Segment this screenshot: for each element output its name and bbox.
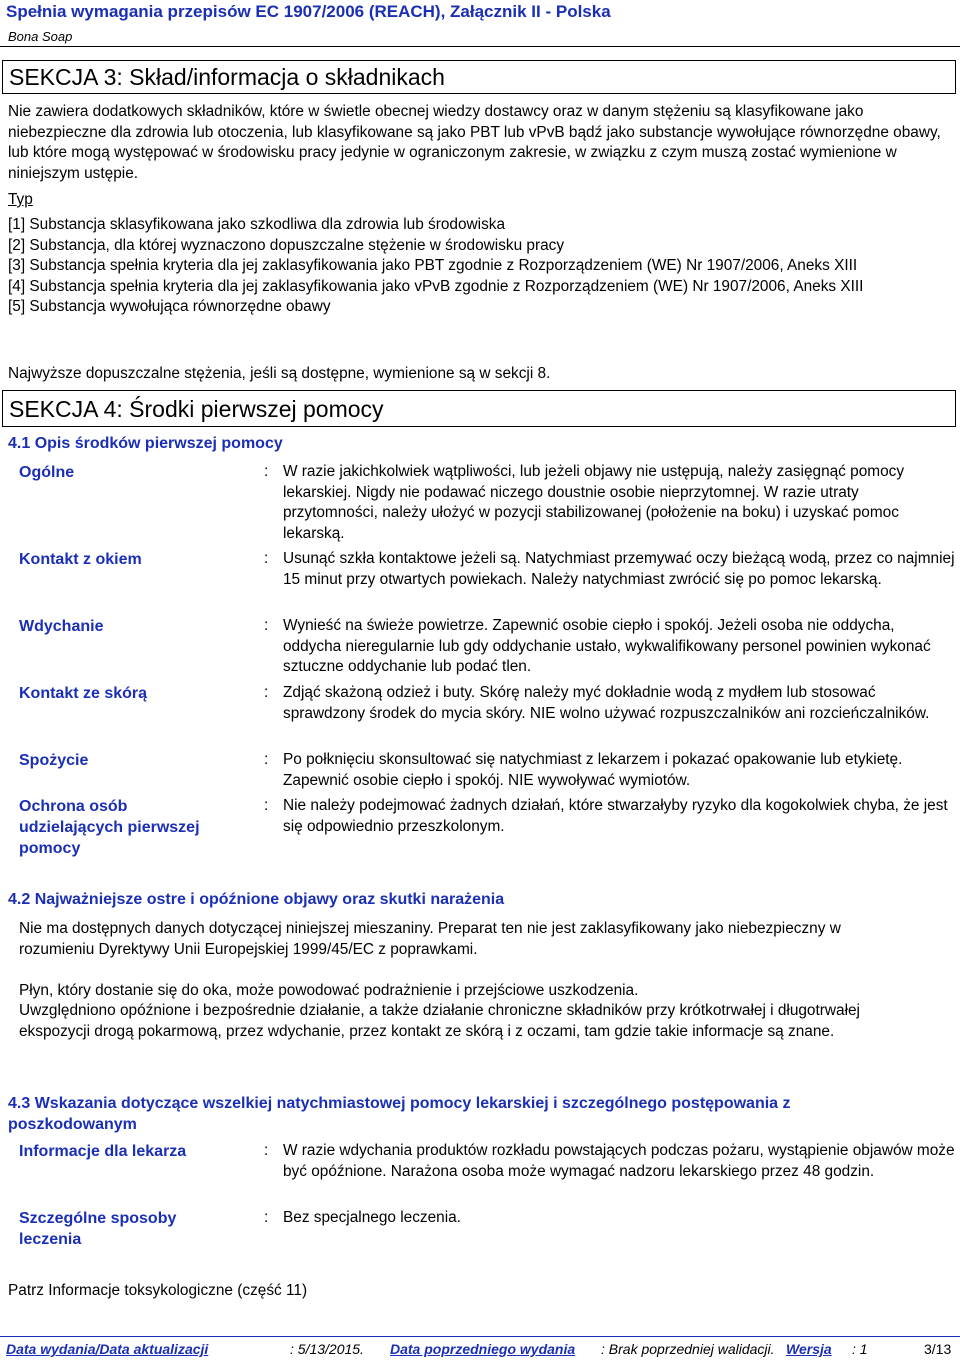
type-item: [3] Substancja spełnia kryteria dla jej zaklasyfikowania jako PBT zgodnie z Rozporządzeniem (WE) Nr 1907/2006, Aneks XIII xyxy=(8,257,858,275)
footer xyxy=(6,1341,954,1361)
label-inhalation: Wdychanie xyxy=(19,618,104,635)
value-specific-treatment: Bez specjalnego leczenia. xyxy=(283,1209,461,1226)
symptoms-paragraph-3: Uwzględniono opóźnione i bezpośrednie działanie, a także działanie chroniczne składników przy krótkotrwałej i długotrwałej ekspozycji drogą pokarmową, przez wdychanie, przez kontakt ze skórą i z oczami, tam gdzie takie informacje są znane. xyxy=(19,1002,860,1040)
header-divider xyxy=(0,46,960,47)
value-skin-contact: Zdjąć skażoną odzież i buty. Skórę należy myć dokładnie wodą z mydłem lub stosować sprawdzony środek do mycia skóry. NIE wolno używać rozpuszczalników ani rozcieńczalników. xyxy=(283,684,930,722)
symptoms-paragraph-2: Płyn, który dostanie się do oka, może powodować podrażnienie i przejściowe uszkodzenia. xyxy=(19,982,639,999)
type-list xyxy=(8,215,938,318)
section-3-intro: Nie zawiera dodatkowych składników, które w świetle obecnej wiedzy dostawcy oraz w danym stężeniu są klasyfikowane jako niebezpieczne dla zdrowia lub otoczenia, lub klasyfikowane są jako PBT lub vPvB bądź jako substancje wywołujące równorzędne obawy, lub które mogą występować w środowisku pracy jedynie w ograniczonym zakresie, w związku z czym muszą zostać wymienione w niniejszym ustępie. xyxy=(8,103,941,182)
label-eye-contact: Kontakt z okiem xyxy=(19,551,142,568)
label-first-aider-protection: Ochrona osób udzielających pierwszej pomocy xyxy=(19,798,200,857)
toxicology-reference: Patrz Informacje toksykologiczne (część 11) xyxy=(8,1282,308,1299)
subsection-4-3-title: 4.3 Wskazania dotyczące wszelkiej natychmiastowej pomocy lekarskiej i szczególnego postępowania z poszkodowanym xyxy=(8,1095,791,1133)
subsection-4-2-title: 4.2 Najważniejsze ostre i opóźnione objawy oraz skutki narażenia xyxy=(8,891,505,908)
value-general: W razie jakichkolwiek wątpliwości, lub jeżeli objawy nie ustępują, należy zasięgnąć pomocy lekarskiej. Nigdy nie podawać niczego doustnie osobie nieprzytomnej. W razie utraty przytomności, należy ułożyć w pozycji stabilizowanej (położenie na boku) i uzyskać pomoc lekarską. xyxy=(283,463,905,542)
label-doctor-info: Informacje dla lekarza xyxy=(19,1143,187,1160)
version-label: Wersja xyxy=(786,1341,832,1357)
type-label: Typ xyxy=(8,191,33,208)
value-first-aider-protection: Nie należy podejmować żadnych działań, które stwarzałyby ryzyko dla kogokolwiek chyba, że jest się odpowiednio przeszkolonym. xyxy=(283,797,948,835)
page-number: 3/13 xyxy=(924,1341,952,1357)
label-general: Ogólne xyxy=(19,464,75,481)
colon: : xyxy=(264,797,269,814)
colon: : xyxy=(264,1142,269,1159)
colon: : xyxy=(264,463,269,480)
section-3-note: Najwyższe dopuszczalne stężenia, jeśli są dostępne, wymienione są w sekcji 8. xyxy=(8,365,551,382)
colon: : xyxy=(264,550,269,567)
previous-issue-label: Data poprzedniego wydania xyxy=(390,1341,576,1357)
label-ingestion: Spożycie xyxy=(19,752,89,769)
colon: : xyxy=(264,684,269,701)
product-name: Bona Soap xyxy=(8,29,73,44)
section-4-title-box xyxy=(2,390,956,427)
subsection-4-1-title: 4.1 Opis środków pierwszej pomocy xyxy=(8,435,283,452)
section-3-title-box xyxy=(2,60,956,94)
type-item: [4] Substancja spełnia kryteria dla jej zaklasyfikowania jako vPvB zgodnie z Rozporządzeniem (WE) Nr 1907/2006, Aneks XIII xyxy=(8,277,864,295)
colon: : xyxy=(264,751,269,768)
issue-date-label: Data wydania/Data aktualizacji xyxy=(6,1341,209,1357)
colon: : xyxy=(264,617,269,634)
label-specific-treatment: Szczególne sposoby leczenia xyxy=(19,1210,177,1248)
value-inhalation: Wynieść na świeże powietrze. Zapewnić osobie ciepło i spokój. Jeżeli osoba nie oddycha, oddycha nieregularnie lub gdy oddychanie ustało, wykwalifikowany personel powinien wykonać sztuczne oddychanie lub podać tlen. xyxy=(283,617,931,676)
version-value: : 1 xyxy=(852,1341,868,1357)
section-3-title: SEKCJA 3: Skład/informacja o składnikach xyxy=(9,64,445,90)
value-eye-contact: Usunąć szkła kontaktowe jeżeli są. Natychmiast przemywać oczy bieżącą wodą, przez co najmniej 15 minut przy otwartych powiekach. Należy natychmiast zwrócić się po pomoc lekarską. xyxy=(283,550,955,588)
type-item: [1] Substancja sklasyfikowana jako szkodliwa dla zdrowia lub środowiska xyxy=(8,216,506,233)
symptoms-paragraph-1: Nie ma dostępnych danych dotyczącej niniejszej mieszaniny. Preparat ten nie jest zaklasyfikowany jako niebezpieczny w rozumieniu Dyrektywy Unii Europejskiej 1999/45/EC z poprawkami. xyxy=(19,920,841,958)
type-item: [5] Substancja wywołująca równorzędne obawy xyxy=(8,298,331,316)
value-doctor-info: W razie wdychania produktów rozkładu powstających podczas pożaru, wystąpienie objawów może być opóźnione. Narażona osoba może wymagać nadzoru lekarskiego przez 48 godzin. xyxy=(283,1142,955,1180)
type-item: [2] Substancja, dla której wyznaczono dopuszczalne stężenie w środowisku pracy xyxy=(8,236,565,254)
colon: : xyxy=(264,1209,269,1226)
section-4-title: SEKCJA 4: Środki pierwszej pomocy xyxy=(9,396,384,422)
footer-divider xyxy=(0,1336,960,1337)
label-skin-contact: Kontakt ze skórą xyxy=(19,685,148,702)
issue-date-value: : 5/13/2015. xyxy=(290,1341,364,1357)
value-ingestion: Po połknięciu skonsultować się natychmiast z lekarzem i pokazać opakowanie lub etykietę. Zapewnić osobie ciepło i spokój. NIE wywoływać wymiotów. xyxy=(283,751,903,789)
previous-issue-value: : Brak poprzedniej walidacji. xyxy=(601,1341,775,1357)
document-header-title: Spełnia wymagania przepisów EC 1907/2006 (REACH), Załącznik II - Polska xyxy=(6,2,611,21)
